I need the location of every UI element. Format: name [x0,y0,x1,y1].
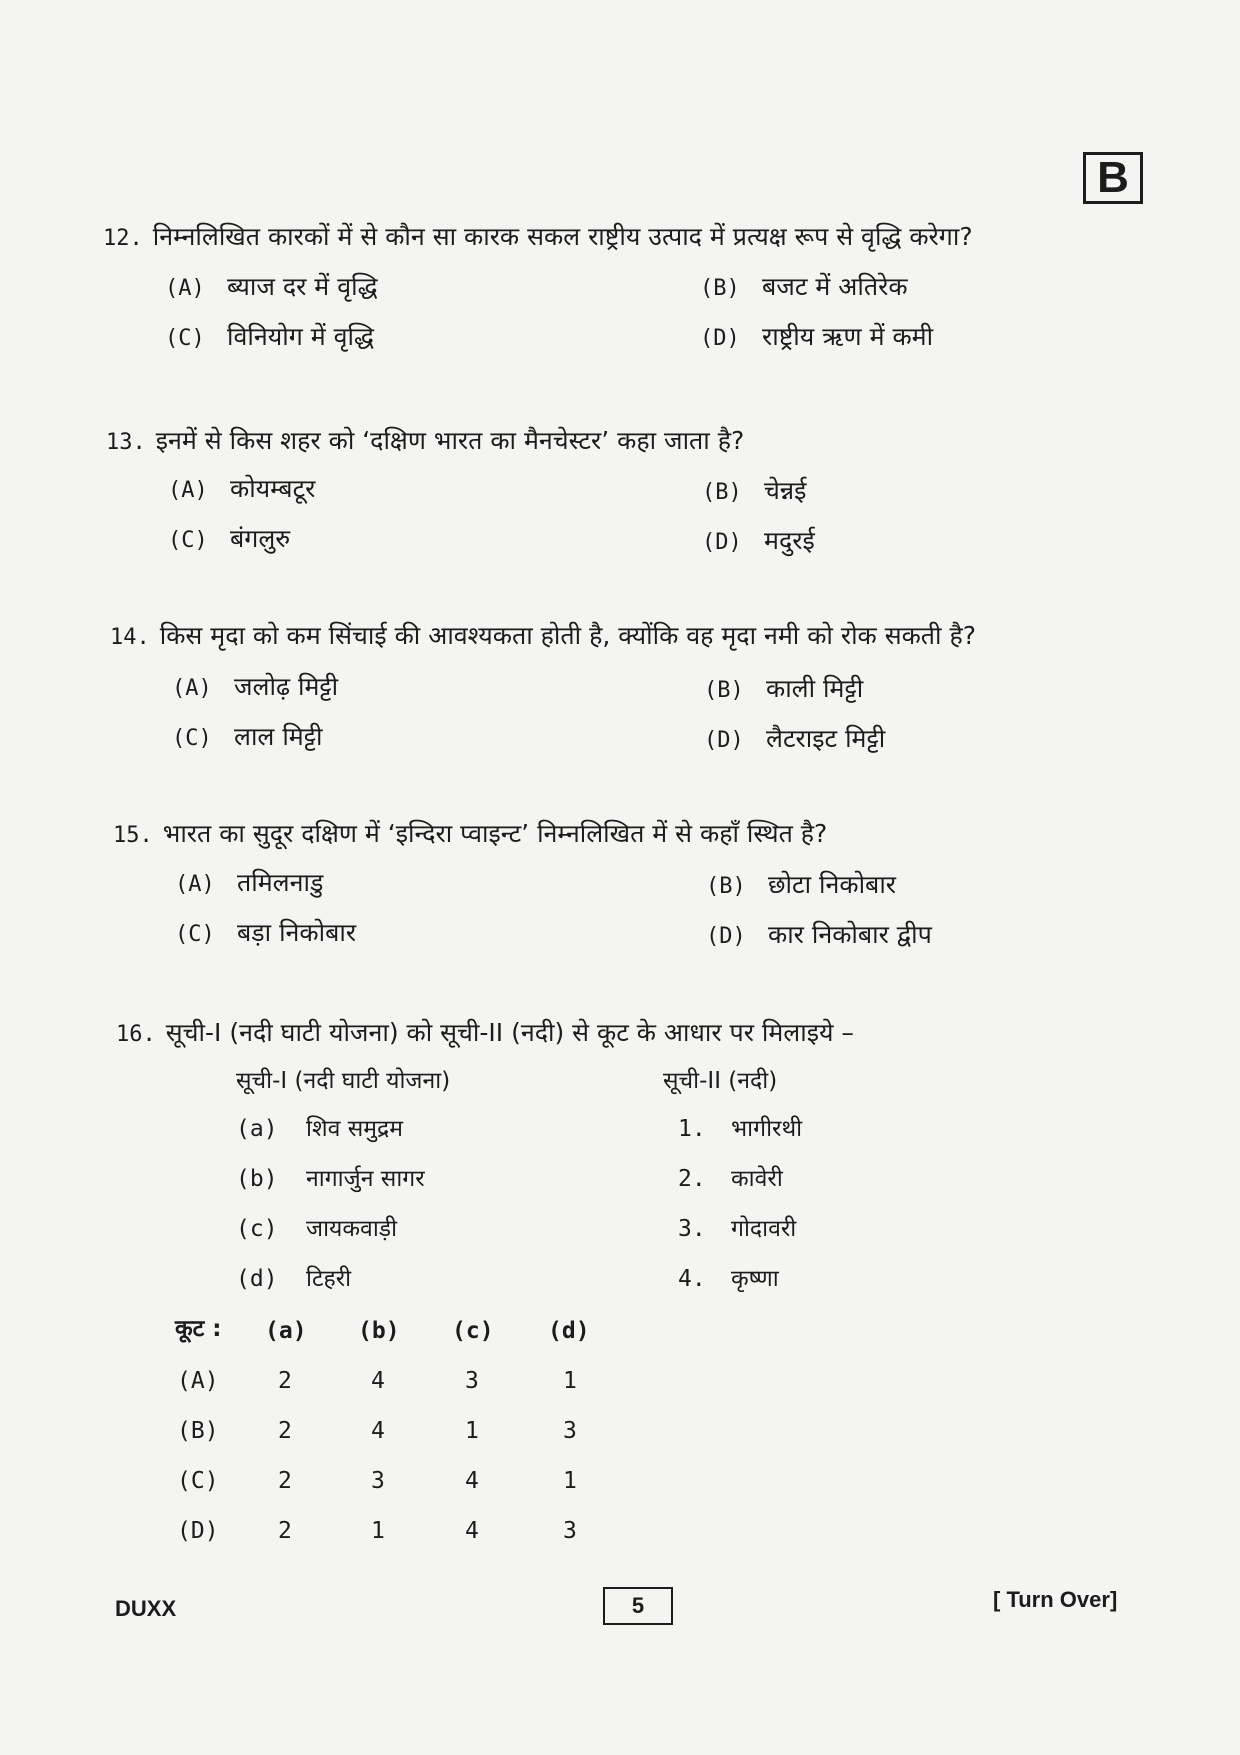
code-value: 4 [371,1368,385,1394]
code-value: 3 [371,1468,385,1494]
code-value: 3 [563,1418,577,1444]
list1-item: (a) शिव समुद्रम [236,1116,403,1142]
code-value: 1 [371,1518,385,1544]
option-b: (B) चेन्नई [702,476,807,505]
option-d: (D) राष्ट्रीय ऋण में कमी [700,322,934,351]
list2-item: 2. कावेरी [678,1166,783,1192]
option-a: (A) कोयम्बटूर [168,474,316,503]
page-number: 5 [603,1587,673,1625]
code-row-label: (B) [177,1418,219,1444]
code-row-label: (D) [177,1518,219,1544]
question-number: 16. [116,1022,156,1047]
code-value: 4 [371,1418,385,1444]
question-13 [106,426,744,456]
list1-item: (d) टिहरी [236,1266,352,1292]
option-d: (D) कार निकोबार द्वीप [706,920,932,949]
question-16 [116,1018,854,1048]
option-d: (D) मदुरई [702,526,815,555]
option-a: (A) तमिलनाडु [175,868,324,897]
question-12 [103,222,973,252]
option-c: (C) लाल मिट्टी [172,722,323,751]
code-value: 4 [465,1518,479,1544]
option-c: (C) विनियोग में वृद्धि [165,322,374,351]
list1-item: (c) जायकवाड़ी [236,1216,398,1242]
code-value: 1 [465,1418,479,1444]
list1-heading: सूची-I (नदी घाटी योजना) [236,1068,451,1094]
option-a: (A) ब्याज दर में वृद्धि [165,272,378,301]
code-value: 2 [278,1468,292,1494]
question-text: किस मृदा को कम सिंचाई की आवश्यकता होती है, क्योंकि वह मृदा नमी को रोक सकती है? [159,621,977,650]
question-number: 14. [110,625,150,650]
question-number: 15. [113,823,153,848]
list2-heading: सूची-II (नदी) [663,1068,778,1094]
code-header: (c) [452,1318,494,1344]
code-header: (a) [265,1318,307,1344]
code-value: 1 [563,1368,577,1394]
turn-over-note: [ Turn Over] [993,1587,1118,1612]
question-15 [113,819,827,849]
code-value: 1 [563,1468,577,1494]
code-row-label: (C) [177,1468,219,1494]
question-14 [110,621,976,651]
option-b: (B) काली मिट्टी [704,674,864,703]
question-number: 13. [106,430,146,455]
code-label: कूट : [175,1316,222,1342]
option-b: (B) बजट में अतिरेक [700,272,908,301]
question-text: निम्नलिखित कारकों में से कौन सा कारक सकल राष्ट्रीय उत्पाद में प्रत्यक्ष रूप से वृद्धि करेगा? [152,222,973,251]
paper-code: DUXX [115,1596,177,1621]
option-b: (B) छोटा निकोबार [706,870,897,899]
question-text: भारत का सुदूर दक्षिण में ‘इन्दिरा प्वाइन्ट’ निम्नलिखित में से कहाँ स्थित है? [162,819,828,848]
code-value: 2 [278,1518,292,1544]
question-text: इनमें से किस शहर को ‘दक्षिण भारत का मैनचेस्टर’ कहा जाता है? [155,426,745,455]
set-code-box: B [1083,152,1143,204]
question-text: सूची-I (नदी घाटी योजना) को सूची-II (नदी) से कूट के आधार पर मिलाइये – [165,1018,854,1047]
code-value: 3 [465,1368,479,1394]
code-row-label: (A) [177,1368,219,1394]
list2-item: 4. कृष्णा [678,1266,779,1292]
list2-item: 3. गोदावरी [678,1216,797,1242]
list2-item: 1. भागीरथी [678,1116,803,1142]
list1-item: (b) नागार्जुन सागर [236,1166,425,1192]
option-a: (A) जलोढ़ मिट्टी [172,672,339,701]
option-d: (D) लैटराइट मिट्टी [704,724,886,753]
code-value: 2 [278,1368,292,1394]
code-value: 2 [278,1418,292,1444]
question-number: 12. [103,226,143,251]
code-value: 3 [563,1518,577,1544]
code-value: 4 [465,1468,479,1494]
option-c: (C) बड़ा निकोबार [175,918,357,947]
code-header: (b) [358,1318,400,1344]
option-c: (C) बंगलुरु [168,524,291,553]
code-header: (d) [548,1318,590,1344]
